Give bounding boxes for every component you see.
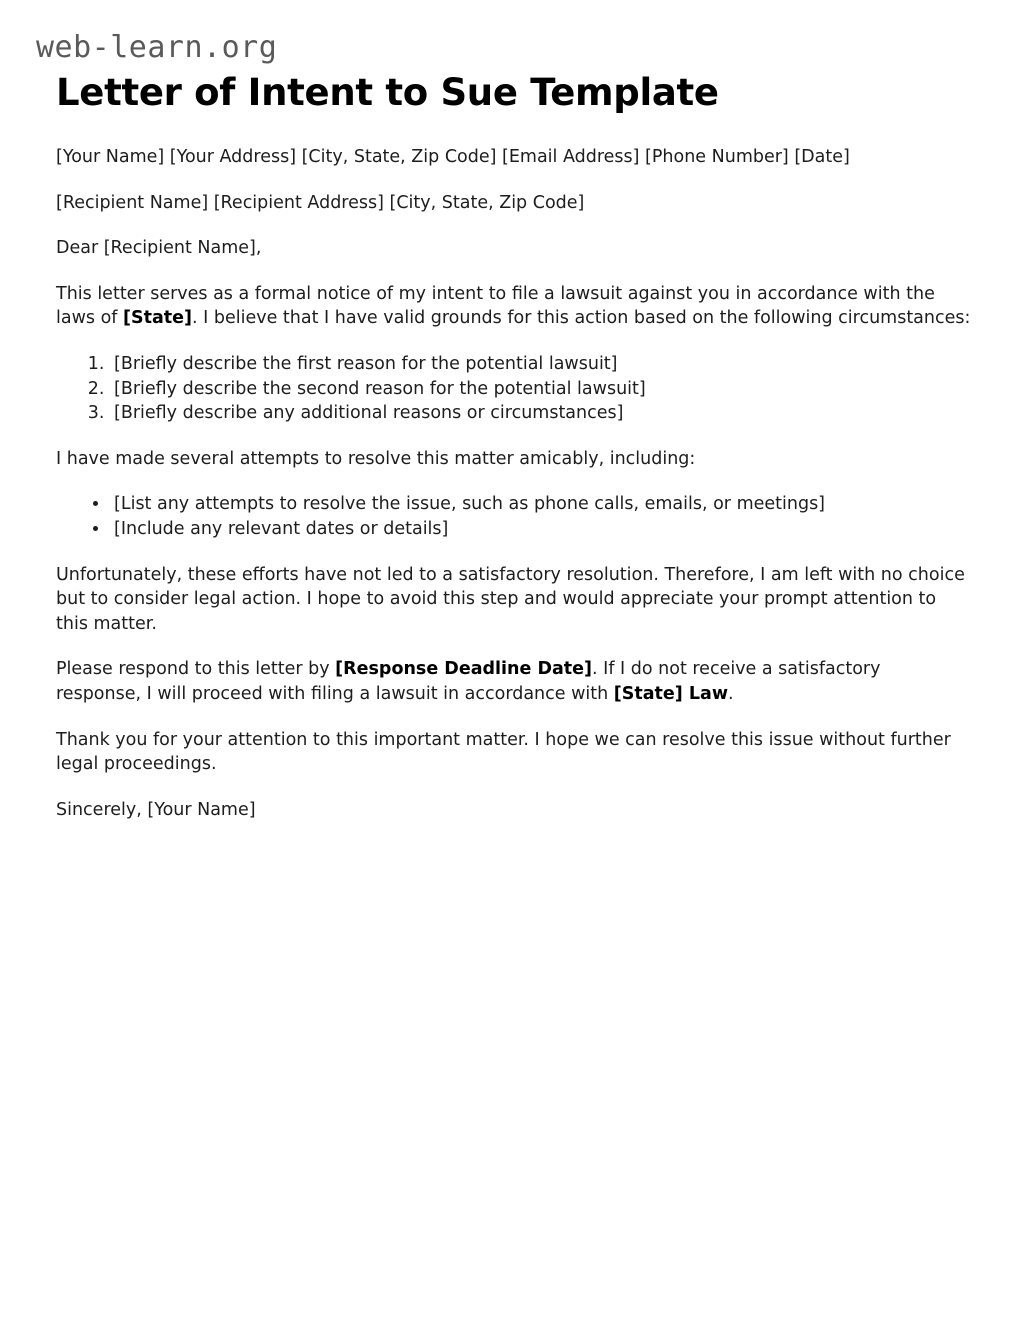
- recipient-address-block: [Recipient Name] [Recipient Address] [City, State, Zip Code]: [56, 192, 585, 213]
- list-item: • [List any attempts to resolve the issue, such as phone calls, emails, or meetings]: [110, 492, 971, 517]
- closing-signature: Sincerely, [Your Name]: [56, 799, 256, 820]
- list-item: • [Include any relevant dates or details]: [110, 517, 971, 542]
- deadline-text-part-1: Please respond to this letter by: [56, 659, 336, 680]
- letter-body: [56, 145, 971, 822]
- intro-text-part-2: . I believe that I have valid grounds for this action based on the following circumstances:: [192, 308, 971, 329]
- response-deadline-placeholder: [Response Deadline Date]: [335, 659, 593, 680]
- response-deadline-paragraph: [56, 657, 971, 706]
- unsatisfactory-resolution-paragraph: Unfortunately, these efforts have not led to a satisfactory resolution. Therefore, I am left with no choice but to consider legal action. I hope to avoid this step and would appreciate your prompt attention to this matter.: [56, 564, 965, 634]
- salutation: Dear [Recipient Name],: [56, 238, 262, 259]
- intro-text-part-1: This letter serves as a formal notice of my intent to file a lawsuit against you in accordance with the laws of: [56, 283, 935, 329]
- site-watermark: web-learn.org: [36, 30, 278, 65]
- list-item: 3. [Briefly describe any additional reasons or circumstances]: [110, 401, 971, 426]
- reasons-list: [56, 352, 971, 426]
- intro-paragraph: [56, 282, 971, 331]
- list-item: 2. [Briefly describe the second reason for the potential lawsuit]: [110, 377, 971, 402]
- sender-address-block: [Your Name] [Your Address] [City, State, Zip Code] [Email Address] [Phone Number] [Date]: [56, 147, 850, 167]
- deadline-text-part-2: . If I do not receive a satisfactory response, I will proceed with filing a lawsuit in accordance with: [56, 659, 881, 704]
- list-item: 1. [Briefly describe the first reason for the potential lawsuit]: [110, 352, 971, 377]
- state-law-placeholder: [State] Law: [613, 683, 729, 704]
- attempts-lead-in-paragraph: I have made several attempts to resolve this matter amicably, including:: [56, 448, 696, 469]
- deadline-text-part-3: .: [728, 683, 734, 704]
- intro-state-placeholder: [State]: [123, 308, 193, 329]
- attempts-list: [56, 492, 971, 541]
- thank-you-paragraph: Thank you for your attention to this important matter. I hope we can resolve this issue without further legal proceedings.: [56, 729, 951, 775]
- page-title: Letter of Intent to Sue Template: [56, 71, 719, 114]
